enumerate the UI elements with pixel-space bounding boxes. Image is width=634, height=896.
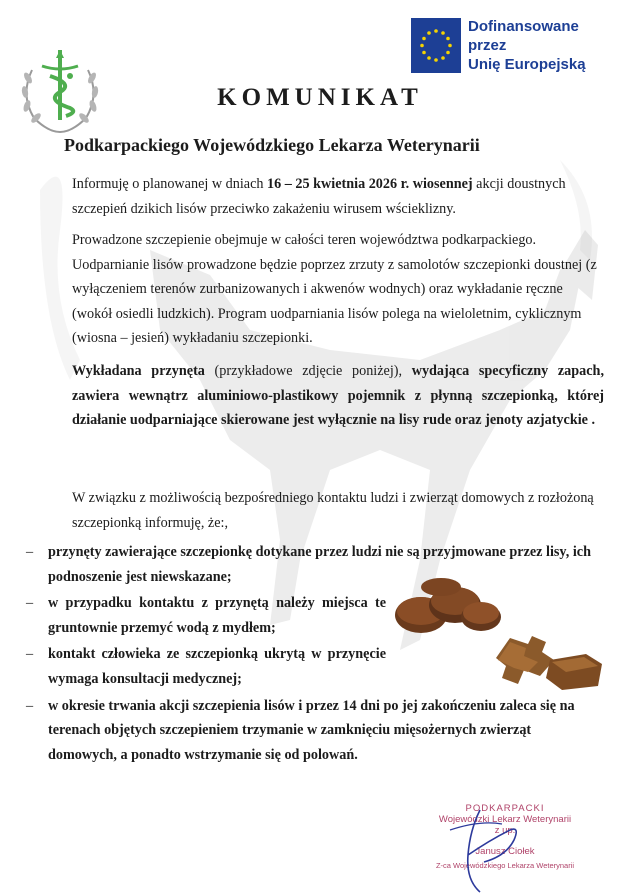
- list-item-text: w przypadku kontaktu z przynętą należy miejsca te gruntownie przemyć wodą z mydłem;: [48, 595, 386, 636]
- bait-paragraph: [32, 359, 604, 433]
- contact-paragraph: W związku z możliwością bezpośredniego kontaktu ludzi i zwierząt domowych z rozłożoną szczepionką informuję, że:,: [72, 490, 594, 531]
- bait-bold-a: Wykładana przynęta: [72, 363, 205, 379]
- document-subtitle: Podkarpackiego Wojewódzkiego Lekarza Weterynarii: [64, 135, 480, 155]
- list-item-text: w okresie trwania akcji szczepienia lisów i przez 14 dni po jej zakończeniu zaleca się na terenach objętych szczepieniem trzymanie w zamknięciu mięsożernych zwierząt domowych, a ponadto wstrzymanie się od polowań.: [48, 697, 575, 763]
- list-item-text: kontakt człowieka ze szczepionką ukrytą w przynęcie wymaga konsultacji medycznej;: [48, 646, 386, 687]
- eu-funding-text: [468, 17, 611, 74]
- eu-flag-icon: [411, 18, 461, 73]
- stamp-line-3: z up.: [494, 825, 516, 836]
- list-dash: –: [26, 544, 34, 560]
- bait-photo-cubes: [488, 630, 606, 692]
- list-dash: –: [26, 646, 34, 663]
- stamp-function: Z-ca Wojewódzkiego Lekarza Weterynarii: [435, 861, 575, 870]
- stamp-line-2: Wojewódzki Lekarz Weterynarii: [438, 814, 572, 825]
- document-title: KOMUNIKAT: [217, 84, 423, 111]
- list-item: [26, 694, 600, 768]
- eu-line-1: Dofinansowane przez: [468, 18, 579, 54]
- stamp-line-1: PODKARPACKI: [465, 803, 545, 814]
- bait-bold-b: wydająca specyficzny zapach, zawiera wewnątrz aluminiowo-plastikowy pojemnik z płynną szczepionką, której działanie uodparniające skierowane jest wyłącznie na lisy rude oraz jenoty azjatyckie .: [72, 363, 604, 428]
- intro-text-b: akcji doustnych szczepień dzikich lisów przeciwko zakażeniu wirusem wścieklizny.: [72, 176, 566, 217]
- list-dash: –: [26, 697, 34, 714]
- stamp-name: Janusz Ciołek: [475, 846, 535, 857]
- list-item: [26, 591, 386, 640]
- intro-text-a: Informuję o planowanej w dniach: [72, 176, 268, 192]
- intro-paragraph: [32, 172, 602, 221]
- list-item-text: przynęty zawierające szczepionkę dotykane przez ludzi nie są przyjmowane przez lisy, ich podnoszenie jest niewskazane;: [48, 544, 591, 585]
- list-item: [26, 540, 604, 589]
- bait-normal: (przykładowe zdjęcie poniżej),: [204, 363, 412, 379]
- campaign-dates: 16 – 25 kwietnia 2026 r. wiosennej: [267, 176, 473, 192]
- handwritten-signature: [410, 800, 560, 896]
- scope-paragraph: Prowadzone szczepienie obejmuje w całości teren województwa podkarpackiego. Uodparnianie lisów prowadzone będzie poprzez zrzuty z samolotów szczepionki doustnej (z wyłączeniem terenów zurbanizowanych i akwenów wodnych) oraz wykładanie ręczne (wokół osiedli ludzkich). Program uodparniania lisów polega na wieloletnim, cyklicznym (wiosna – jesień) wykładaniu szczepionki.: [72, 232, 597, 346]
- bait-photo-stack: [393, 575, 503, 637]
- list-dash: –: [26, 595, 34, 612]
- eu-funding-badge: [411, 18, 611, 73]
- list-item: [26, 642, 386, 691]
- eu-line-2: Unię Europejską: [468, 56, 586, 73]
